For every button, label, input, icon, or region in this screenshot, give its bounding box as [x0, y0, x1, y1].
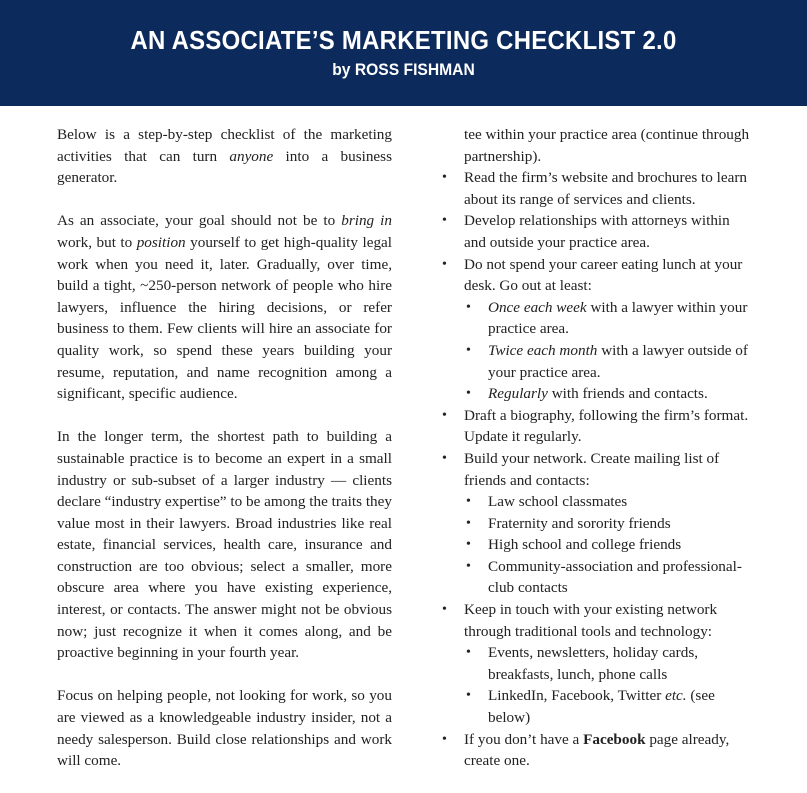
bullet-icon: •	[442, 407, 447, 423]
header-banner	[0, 0, 807, 106]
bullet-icon: •	[466, 645, 471, 661]
sub-list-item: • Law school classmates	[464, 491, 754, 513]
bullet-icon: •	[466, 558, 471, 574]
sub-list-item: • Twice each month with a lawyer outside of your practice area.	[466, 341, 748, 381]
list-item: • If you don’t have a Facebook page already, create one.	[442, 730, 730, 770]
continued-item-text: tee within your practice area (continue through partnership).	[464, 126, 750, 165]
article-body	[0, 106, 807, 770]
right-column	[442, 124, 754, 772]
sub-list-item: • Once each week with a lawyer within your practice area.	[466, 298, 748, 338]
bullet-icon: •	[466, 342, 471, 358]
bullet-icon: •	[466, 537, 471, 553]
bullet-icon: •	[442, 731, 447, 747]
sub-list	[464, 642, 754, 728]
bullet-icon: •	[466, 494, 471, 510]
list-item: • Do not spend your career eating lunch at your desk. Go out at least: • Once each week with a lawyer within your practice area. • Twice each month with a lawyer outside of your practice area. • Regularly with friends and contacts.	[442, 254, 754, 405]
list-item: • Build your network. Create mailing list of friends and contacts: • Law school classmates • Fraternity and sorority friends • High school and college friends • Community-association and professional-club contacts	[442, 448, 754, 599]
bullet-icon: •	[442, 602, 447, 618]
sub-list-item: • Fraternity and sorority friends	[464, 513, 754, 535]
list-item: • Develop relationships with attorneys within and outside your practice area.	[442, 212, 730, 251]
facebook-emphasis: Facebook	[583, 730, 646, 748]
bullet-icon: •	[466, 386, 471, 402]
author-byline: by ROSS FISHMAN	[332, 60, 475, 79]
sub-list	[464, 491, 754, 599]
bullet-icon: •	[442, 450, 447, 466]
focus-paragraph: Focus on helping people, not looking for work, so you are viewed as a knowledgeable industry insider, not a needy salesperson. Build close relationships and work will come.	[57, 687, 392, 770]
sub-list-item: • Community-association and professional-club contacts	[466, 557, 742, 597]
checklist	[442, 167, 754, 772]
list-item: • Read the firm’s website and brochures to learn about its range of services and clients.	[442, 169, 747, 208]
intro-paragraph: Below is a step-by-step checklist of the marketing activities that can turn anyone into a business generator.	[57, 126, 392, 187]
sub-list-item: • High school and college friends	[464, 534, 754, 556]
bullet-icon: •	[466, 515, 471, 531]
sub-list	[464, 297, 754, 405]
left-column	[57, 124, 392, 793]
bullet-icon: •	[442, 213, 447, 229]
page-title: AN ASSOCIATE’S MARKETING CHECKLIST 2.0	[130, 25, 677, 55]
bullet-icon: •	[442, 170, 447, 186]
goal-paragraph: As an associate, your goal should not be to bring in work, but to position yourself to get high-quality legal work when you need it, later. Gradually, over time, build a tight, ~250-person network of people who hire lawyers, influence the hiring decisions, or refer business to them. Few clients will hire an associate for quality work, so spend these years building your resume, reputation, and name recognition among a significant, specific audience.	[57, 212, 392, 403]
sub-list-item: • Events, newsletters, holiday cards, breakfasts, lunch, phone calls	[466, 644, 699, 683]
bullet-icon: •	[442, 256, 447, 272]
longer-term-paragraph: In the longer term, the shortest path to building a sustainable practice is to become an expert in a small industry or sub-subset of a larger industry — clients declare “industry expertise” to be among the traits they value most in their lawyers. Broad industries like real estate, financial services, health care, insurance and construction are too obvious; select a smaller, more obscure area where you have existing experience, interest, or contacts. The answer might not be obvious now; just recognize it when it comes along, and be proactive beginning in your fourth year.	[57, 428, 392, 662]
list-item: • Draft a biography, following the firm’s format. Update it regularly.	[442, 406, 749, 446]
sub-list-item: • LinkedIn, Facebook, Twitter etc. (see below)	[466, 687, 715, 727]
bullet-icon: •	[466, 688, 471, 704]
sub-list-item: • Regularly with friends and contacts.	[464, 383, 754, 405]
list-item: • Keep in touch with your existing network through traditional tools and technology: • Events, newsletters, holiday cards, breakfasts, lunch, phone calls • LinkedIn, Facebook, Twitter etc. (see below)	[442, 599, 754, 729]
bullet-icon: •	[466, 299, 471, 315]
